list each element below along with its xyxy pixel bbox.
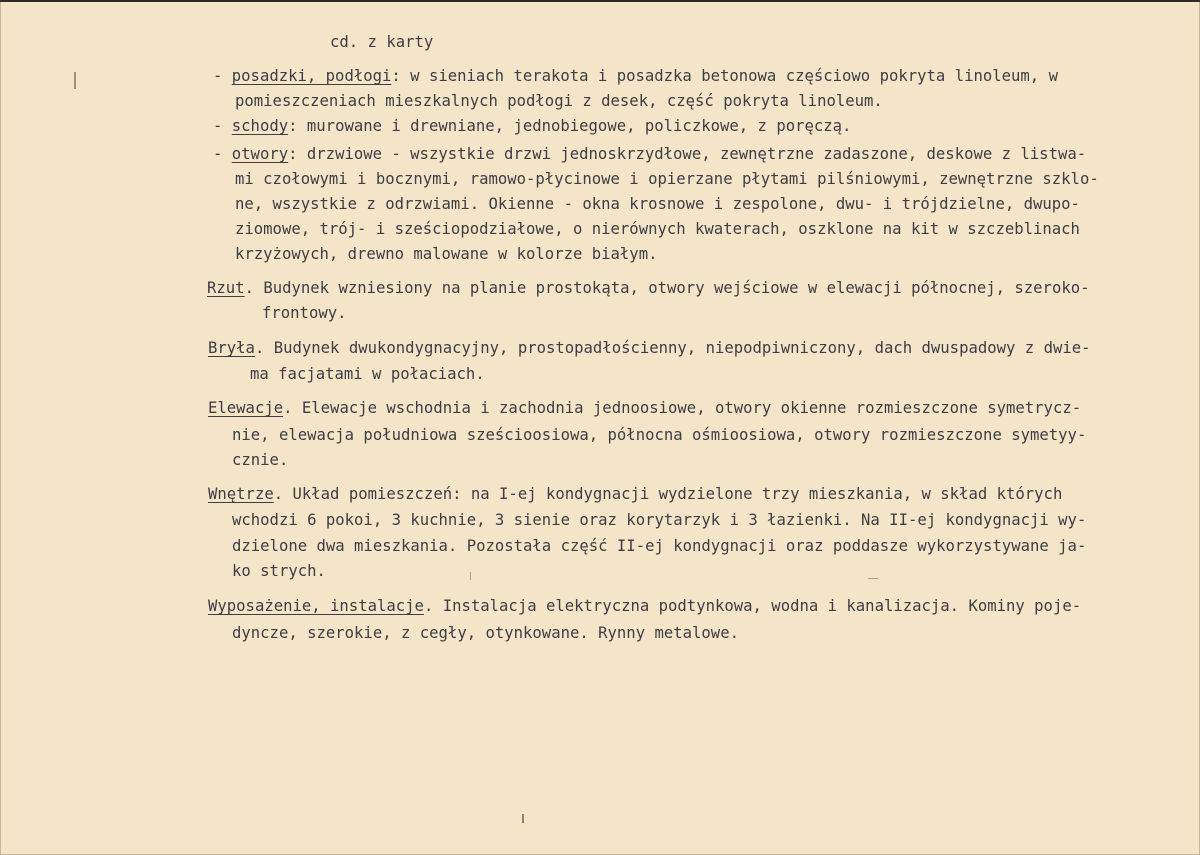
line-text: dyncze, szerokie, z cegły, otynkowane. Rynny metalowe.	[232, 624, 739, 642]
section-label: Bryła	[208, 339, 255, 357]
line-text: . Budynek dwukondygnacyjny, prostopadłościenny, niepodpiwniczony, dach dwuspadowy z dwie-	[254, 339, 1091, 357]
text-line	[262, 303, 347, 323]
text-line	[232, 425, 1086, 445]
section-label: schody	[231, 117, 289, 135]
text-line	[208, 338, 1091, 358]
text-line	[213, 116, 851, 136]
section-label: posadzki, podłogi	[231, 67, 392, 85]
text-line	[208, 596, 1081, 616]
text-line	[235, 91, 883, 111]
stray-mark	[470, 572, 471, 580]
line-text: ma facjatami w połaciach.	[250, 365, 485, 383]
header-text: cd. z karty	[330, 33, 434, 51]
line-text: . Budynek wzniesiony na planie prostokąta, otwory wejściowe w elewacji północnej, szeroko-	[244, 279, 1090, 297]
bullet-dash: -	[213, 117, 232, 135]
line-text: ziomowe, trój- i sześciopodziałowe, o nierównych kwaterach, oszklone na kit w szczeblinach	[235, 220, 1080, 238]
section-label: Wyposażenie, instalacje	[208, 597, 424, 615]
line-text: : w sieniach terakota i posadzka betonowa częściowo pokryta linoleum, w	[391, 67, 1058, 85]
section-label: Elewacje	[208, 399, 284, 417]
line-text: nie, elewacja południowa sześcioosiowa, północna ośmioosiowa, otwory rozmieszczone symetyy-	[232, 426, 1087, 444]
text-line	[232, 623, 739, 643]
line-text: . Elewacje wschodnia i zachodnia jednoosiowe, otwory okienne rozmieszczone symetrycz-	[283, 399, 1082, 417]
text-line	[232, 561, 326, 581]
line-text: . Instalacja elektryczna podtynkowa, wodna i kanalizacja. Kominy poje-	[423, 597, 1082, 615]
line-text: wchodzi 6 pokoi, 3 kuchnie, 3 sienie oraz korytarzyk i 3 łazienki. Na II-ej kondygnacji wy-	[232, 511, 1087, 529]
line-text: : murowane i drewniane, jednobiegowe, policzkowe, z poręczą.	[288, 117, 852, 135]
text-line	[235, 219, 1080, 239]
stray-mark	[522, 814, 524, 823]
stray-mark	[74, 72, 76, 89]
section-label: Rzut	[207, 279, 245, 297]
line-text: frontowy.	[262, 304, 347, 322]
line-text: . Układ pomieszczeń: na I-ej kondygnacji wydzielone trzy mieszkania, w skład których	[273, 485, 1063, 503]
text-line	[207, 278, 1090, 298]
text-line	[235, 244, 657, 264]
text-line	[232, 450, 288, 470]
line-text: ne, wszystkie z odrzwiami. Okienne - okna krosnowe i zespolone, dwu- i trójdzielne, dwupo-	[235, 195, 1080, 213]
text-line	[213, 144, 1086, 164]
section-label: otwory	[231, 145, 289, 163]
continuation-header	[330, 32, 433, 52]
text-line	[213, 66, 1058, 86]
text-line	[232, 536, 1086, 556]
stray-mark	[868, 578, 878, 579]
line-text: ko strych.	[232, 562, 326, 580]
text-line	[250, 364, 485, 384]
text-line	[232, 510, 1086, 530]
text-line	[208, 484, 1062, 504]
bullet-dash: -	[213, 67, 232, 85]
line-text: cznie.	[232, 451, 289, 469]
text-line	[235, 194, 1080, 214]
section-label: Wnętrze	[208, 485, 274, 503]
line-text: pomieszczeniach mieszkalnych podłogi z desek, część pokryta linoleum.	[235, 92, 883, 110]
line-text: mi czołowymi i bocznymi, ramowo-płycinowe i opierzane płytami pilśniowymi, zewnętrzne szklo-	[235, 170, 1099, 188]
text-line	[235, 169, 1099, 189]
line-text: krzyżowych, drewno malowane w kolorze białym.	[235, 245, 658, 263]
line-text: dzielone dwa mieszkania. Pozostała część II-ej kondygnacji oraz poddasze wykorzystywane ja-	[232, 537, 1087, 555]
line-text: : drzwiowe - wszystkie drzwi jednoskrzydłowe, zewnętrzne zadaszone, deskowe z listwa-	[288, 145, 1087, 163]
bullet-dash: -	[213, 145, 232, 163]
text-line	[208, 398, 1081, 418]
